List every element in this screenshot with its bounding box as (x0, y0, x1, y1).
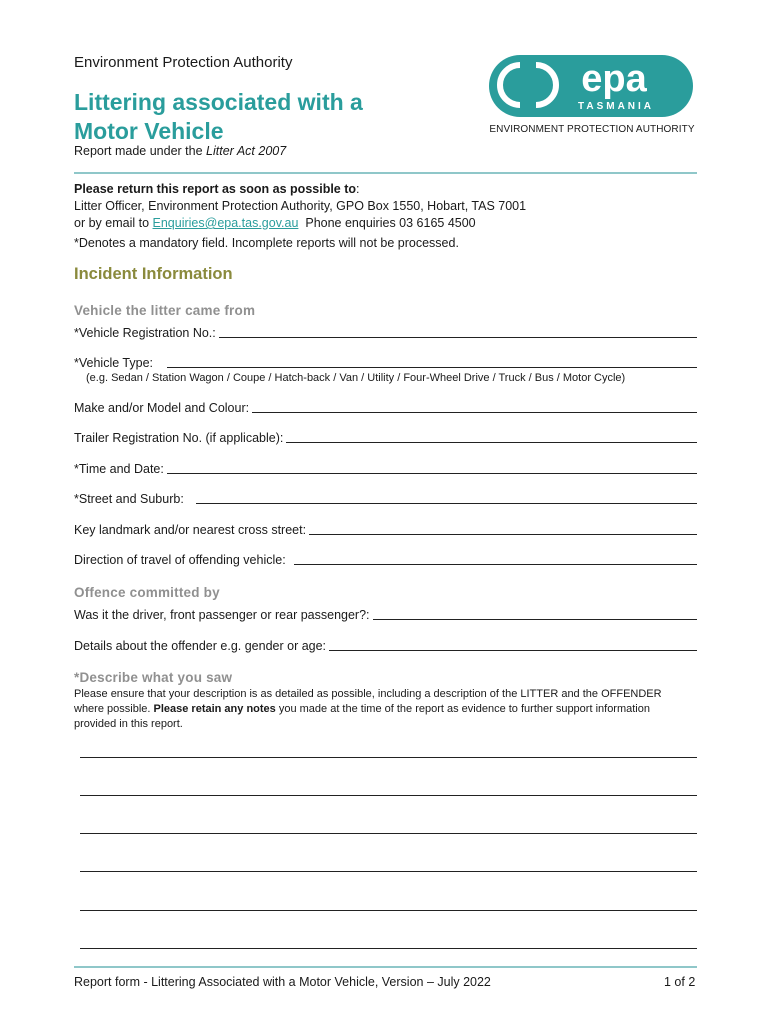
describe-heading: *Describe what you saw (74, 670, 233, 685)
time-date-input-line[interactable] (167, 462, 697, 474)
describe-text-a: Please ensure that your description is as detailed as possible, including a description of the LITTER and the OFFENDER where possible. (74, 688, 662, 715)
epa-logo (486, 53, 696, 124)
direction-label: Direction of travel of offending vehicle: (74, 553, 286, 567)
offender-position-input-line[interactable] (373, 608, 697, 620)
logo-caption: ENVIRONMENT PROTECTION AUTHORITY (489, 124, 695, 135)
description-line[interactable] (80, 757, 697, 758)
trailer-input-line[interactable] (286, 431, 697, 443)
footer-label: Report form - Littering Associated with a Motor Vehicle, Version – July 2022 (74, 975, 491, 989)
vehicle-type-field[interactable] (74, 356, 697, 370)
vehicle-heading: Vehicle the litter came from (74, 303, 256, 318)
logo-state: TASMANIA (577, 101, 655, 112)
form-title-line2: Motor Vehicle (74, 118, 224, 144)
registration-label: *Vehicle Registration No.: (74, 326, 216, 340)
offence-heading: Offence committed by (74, 585, 220, 600)
description-line[interactable] (80, 871, 697, 872)
street-input-line[interactable] (196, 492, 697, 504)
subtitle-act: Litter Act 2007 (206, 144, 287, 158)
form-title-line1: Littering associated with a (74, 89, 363, 115)
vehicle-type-hint: (e.g. Sedan / Station Wagon / Coupe / Hatch-back / Van / Utility / Four-Wheel Drive / Truck / Bus / Motor Cycle) (86, 372, 626, 384)
offender-position-field[interactable] (74, 608, 697, 622)
description-line[interactable] (80, 795, 697, 796)
registration-field[interactable] (74, 326, 697, 340)
footer-divider (74, 966, 697, 968)
description-line[interactable] (80, 910, 697, 911)
email-link[interactable]: Enquiries@epa.tas.gov.au (152, 216, 299, 230)
epa-logo-badge (486, 53, 696, 119)
offender-position-label: Was it the driver, front passenger or rear passenger?: (74, 608, 370, 622)
contact-heading: Please return this report as soon as possible to (74, 182, 357, 196)
form-title (74, 88, 363, 146)
landmark-field[interactable] (74, 523, 697, 537)
contact-address: Litter Officer, Environment Protection Authority, GPO Box 1550, Hobart, TAS 7001 (74, 199, 527, 213)
phone-enquiries: Phone enquiries 03 6165 4500 (298, 216, 476, 230)
street-label: *Street and Suburb: (74, 492, 184, 506)
describe-text-b: you made at the time of the report as evidence to further support information provided in this report. (74, 703, 650, 730)
direction-field[interactable] (74, 553, 697, 567)
description-line[interactable] (80, 833, 697, 834)
trailer-label: Trailer Registration No. (if applicable): (74, 431, 284, 445)
offender-details-label: Details about the offender e.g. gender or age: (74, 639, 327, 653)
mandatory-note: *Denotes a mandatory field. Incomplete reports will not be processed. (74, 236, 459, 250)
contact-block (74, 181, 694, 232)
describe-text-bold: Please retain any notes (153, 703, 276, 715)
make-model-label: Make and/or Model and Colour: (74, 401, 250, 415)
direction-input-line[interactable] (294, 553, 697, 565)
landmark-input-line[interactable] (309, 523, 697, 535)
contact-heading-colon: : (356, 182, 360, 196)
vehicle-type-label: *Vehicle Type: (74, 356, 153, 370)
offender-details-input-line[interactable] (329, 639, 697, 651)
offender-details-field[interactable] (74, 639, 697, 653)
street-field[interactable] (74, 492, 697, 506)
describe-instructions (74, 687, 674, 732)
time-date-label: *Time and Date: (74, 462, 164, 476)
landmark-label: Key landmark and/or nearest cross street: (74, 523, 307, 537)
page-number: 1 of 2 (664, 975, 696, 989)
header-divider (74, 172, 697, 174)
section-incident-heading: Incident Information (74, 265, 233, 283)
make-model-field[interactable] (74, 401, 697, 415)
agency-name: Environment Protection Authority (74, 54, 293, 71)
make-model-input-line[interactable] (252, 401, 697, 413)
description-line[interactable] (80, 948, 697, 949)
time-date-field[interactable] (74, 462, 697, 476)
vehicle-type-input-line[interactable] (167, 356, 697, 368)
trailer-field[interactable] (74, 431, 697, 445)
registration-input-line[interactable] (219, 326, 697, 338)
form-subtitle (74, 144, 286, 158)
email-prefix: or by email to (74, 216, 153, 230)
subtitle-prefix: Report made under the (74, 144, 207, 158)
logo-wordmark: epa (581, 58, 647, 100)
